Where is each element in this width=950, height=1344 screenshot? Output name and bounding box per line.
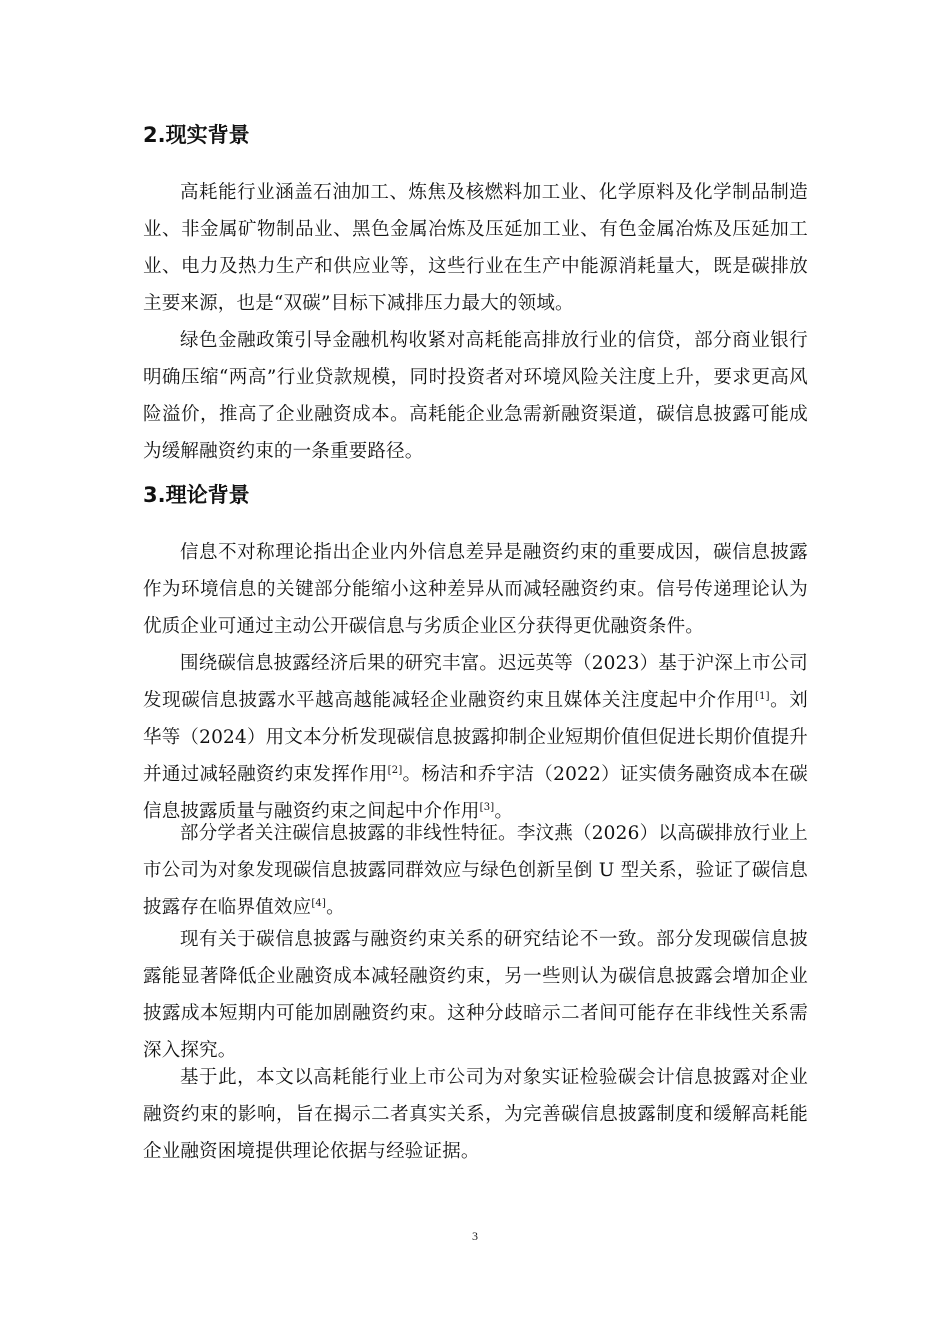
section-heading-theoretical-background: 3.理论背景 xyxy=(143,483,250,507)
citation-ref-2: [2] xyxy=(387,764,403,776)
paragraph-inconsistent-conclusions: 现有关于碳信息披露与融资约束关系的研究结论不一致。部分发现碳信息披露能显著降低企业融资成本减轻融资约束，另一些则认为碳信息披露会增加企业披露成本短期内可能加剧融资约束。这种分歧暗示二者间可能存在非线性关系需深入探究。 xyxy=(143,929,808,1061)
citation-ref-4: [4] xyxy=(311,897,327,909)
text-segment: 部分学者关注碳信息披露的非线性特征。李汶燕（2026）以高碳排放行业上市公司为对象发现碳信息披露同群效应与绿色创新呈倒 U 型关系，验证了碳信息披露存在临界值效应 xyxy=(143,823,808,918)
citation-ref-1: [1] xyxy=(754,690,770,702)
text-segment: 。 xyxy=(494,801,514,822)
paragraph-green-finance-policy: 绿色金融政策引导金融机构收紧对高耗能高排放行业的信贷，部分商业银行明确压缩“两高”行业贷款规模，同时投资者对环境风险关注度上升，要求更高风险溢价，推高了企业融资成本。高耗能企业急需新融资渠道，碳信息披露可能成为缓解融资约束的一条重要路径。 xyxy=(143,330,808,462)
paragraph-nonlinear-features xyxy=(143,815,808,926)
text-segment: 。刘华等（2024）用文本分析发现碳信息披露抑制企业短期价值但促进长期价值提升并通过减轻融资约束发挥作用 xyxy=(143,690,808,785)
paragraph-high-energy-industries: 高耗能行业涵盖石油加工、炼焦及核燃料加工业、化学原料及化学制品制造业、非金属矿物制品业、黑色金属冶炼及压延加工业、有色金属冶炼及压延加工业、电力及热力生产和供应业等，这些行业在生产中能源消耗量大，既是碳排放主要来源，也是“双碳”目标下减排压力最大的领域。 xyxy=(143,182,808,314)
page-number: 3 xyxy=(472,1229,478,1243)
section-heading-practical-background: 2.现实背景 xyxy=(143,123,250,147)
paragraph-economic-consequences xyxy=(143,645,808,830)
paragraph-information-asymmetry: 信息不对称理论指出企业内外信息差异是融资约束的重要成因，碳信息披露作为环境信息的关键部分能缩小这种差异从而减轻融资约束。信号传递理论认为优质企业可通过主动公开碳信息与劣质企业区分获得更优融资条件。 xyxy=(143,542,808,637)
paragraph-research-purpose: 基于此，本文以高耗能行业上市公司为对象实证检验碳会计信息披露对企业融资约束的影响，旨在揭示二者真实关系，为完善碳信息披露制度和缓解高耗能企业融资困境提供理论依据与经验证据。 xyxy=(143,1067,808,1162)
text-segment: 围绕碳信息披露经济后果的研究丰富。迟远英等（2023）基于沪深上市公司发现碳信息披露水平越高越能减轻企业融资约束且媒体关注度起中介作用 xyxy=(143,653,808,711)
citation-ref-3: [3] xyxy=(479,801,495,813)
text-segment: 。 xyxy=(326,897,345,918)
text-segment: 。杨洁和乔宇洁（2022）证实债务融资成本在碳信息披露质量与融资约束之间起中介作用 xyxy=(143,764,808,822)
